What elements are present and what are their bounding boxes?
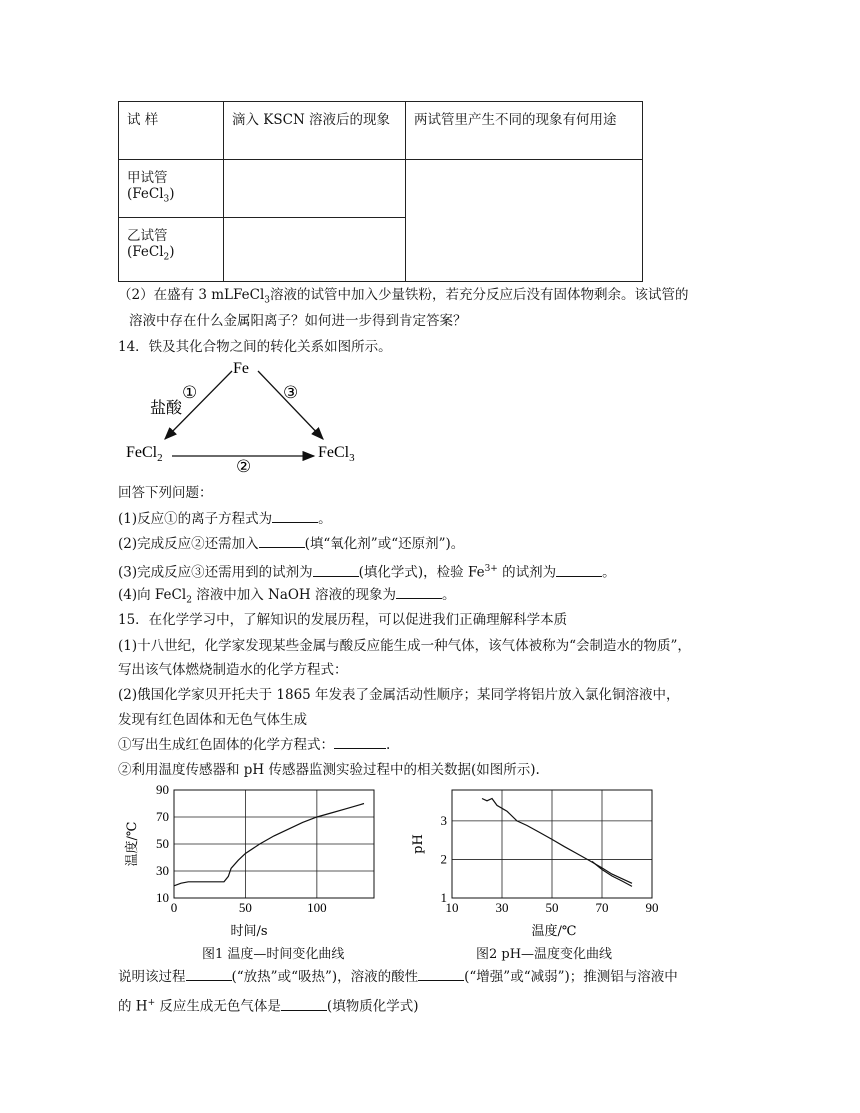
x-axis-label: 时间/s [230,924,268,939]
y-tick-label: 10 [156,890,169,905]
step-3-label: ③ [283,383,299,403]
x-tick-label: 30 [495,900,509,915]
y-tick-label: 3 [440,812,447,828]
x-tick-label: 100 [307,900,327,915]
table-header-sample: 试 样 [119,102,224,160]
q15-p2-line1: (2)俄国化学家贝开托夫于 1865 年发表了金属活动性顺序；某同学将铝片放入氯化铜溶液中， [118,687,680,703]
figure2-caption: 图2 pH—温度变化曲线 [476,947,613,962]
arrow-fe-to-fecl3 [258,371,323,439]
answer-blank[interactable] [334,736,386,749]
step-1-label: ① [182,383,198,403]
q13-2-line1: （2）在盛有 3 mLFeCl$_3$溶液的试管中加入少量铁粉，若充分反应后没有固体物剩余。该试管的 [118,287,689,306]
reagent-hcl-label: 盐酸 [150,398,183,417]
table-row-jia: 甲试管(FeCl$_3$) [119,160,224,218]
figure1-caption: 图1 温度—时间变化曲线 [202,947,345,962]
diagram-fecl2: FeCl$_2$ [126,444,163,464]
x-tick-label: 70 [595,900,609,915]
table-header-phenomenon: 滴入 KSCN 溶液后的现象 [224,102,406,160]
q14-q1: (1)反应①的离子方程式为 。 [118,511,332,527]
q14-answer-intro: 回答下列问题： [118,485,213,501]
temperature-time-chart [118,782,380,940]
table-cell-empty [224,160,406,218]
answer-blank[interactable] [556,564,602,577]
q14-q4: (4)向 FeCl$_2$ 溶液中加入 NaOH 溶液的现象为 。 [118,587,456,606]
diagram-fe: Fe [233,360,249,377]
y-axis-label: 温度/℃ [125,821,140,867]
q15-last-line1: 说明该过程 (“放热”或“吸热”)，溶液的酸性 (“增强”或“减弱”)；推测铝与溶液中 [118,969,678,985]
answer-blank[interactable] [418,968,464,981]
x-tick-label: 50 [545,900,559,915]
answer-blank[interactable] [313,564,359,577]
y-tick-label: 90 [156,782,169,797]
x-tick-label: 90 [645,900,659,915]
x-axis-label: 温度/℃ [531,924,577,939]
series-line [482,799,632,884]
experiment-table [118,101,643,282]
y-tick-label: 70 [156,809,169,824]
x-tick-label: 50 [238,900,252,915]
table-cell-empty [406,160,643,282]
q15-title: 15．在化学学习中，了解知识的发展历程，可以促进我们正确理解科学本质 [118,612,568,628]
table-cell-empty [224,218,406,282]
y-tick-label: 1 [440,890,447,905]
q15-last-line2: 的 H+ 反应生成无色气体是 (填物质化学式) [118,998,419,1015]
q14-title: 14．铁及其化合物之间的转化关系如图所示。 [118,339,392,355]
ph-temperature-chart [408,782,670,940]
answer-blank[interactable] [281,998,327,1011]
q15-sub2: ②利用温度传感器和 pH 传感器监测实验过程中的相关数据(如图所示). [118,762,540,778]
q15-p2-line2: 发现有红色固体和无色气体生成 [118,712,307,728]
q13-2-line2: 溶液中存在什么金属阳离子？如何进一步得到肯定答案？ [129,313,467,329]
table-row-yi: 乙试管(FeCl$_2$) [119,218,224,282]
y-axis-label: pH [411,834,426,854]
answer-blank[interactable] [259,535,305,548]
q15-p1-line1: (1)十八世纪，化学家发现某些金属与酸反应能生成一种气体，该气体被称为“会制造水的物质”， [118,638,691,654]
diagram-fecl3: FeCl$_3$ [318,444,355,464]
answer-blank[interactable] [186,968,232,981]
y-tick-label: 30 [156,863,169,878]
y-tick-label: 50 [156,836,169,851]
x-tick-label: 0 [170,900,178,915]
step-2-label: ② [236,457,252,475]
answer-blank[interactable] [272,510,318,523]
x-tick-label: 10 [445,900,459,915]
series-line [174,804,364,886]
q15-sub1: ①写出生成红色固体的化学方程式： . [118,737,391,753]
answer-blank[interactable] [396,586,442,599]
iron-conversion-diagram [120,355,380,475]
q14-q2: (2)完成反应②还需加入 (填“氧化剂”或“还原剂”)。 [118,536,465,552]
table-header-usage: 两试管里产生不同的现象有何用途 [406,102,643,160]
q15-p1-line2: 写出该气体燃烧制造水的化学方程式： [118,662,348,678]
y-tick-label: 2 [440,851,447,867]
q14-q3: (3)完成反应③还需用到的试剂为 (填化学式)，检验 $Fe^{3+}$ 的试剂为 。 [118,564,616,581]
